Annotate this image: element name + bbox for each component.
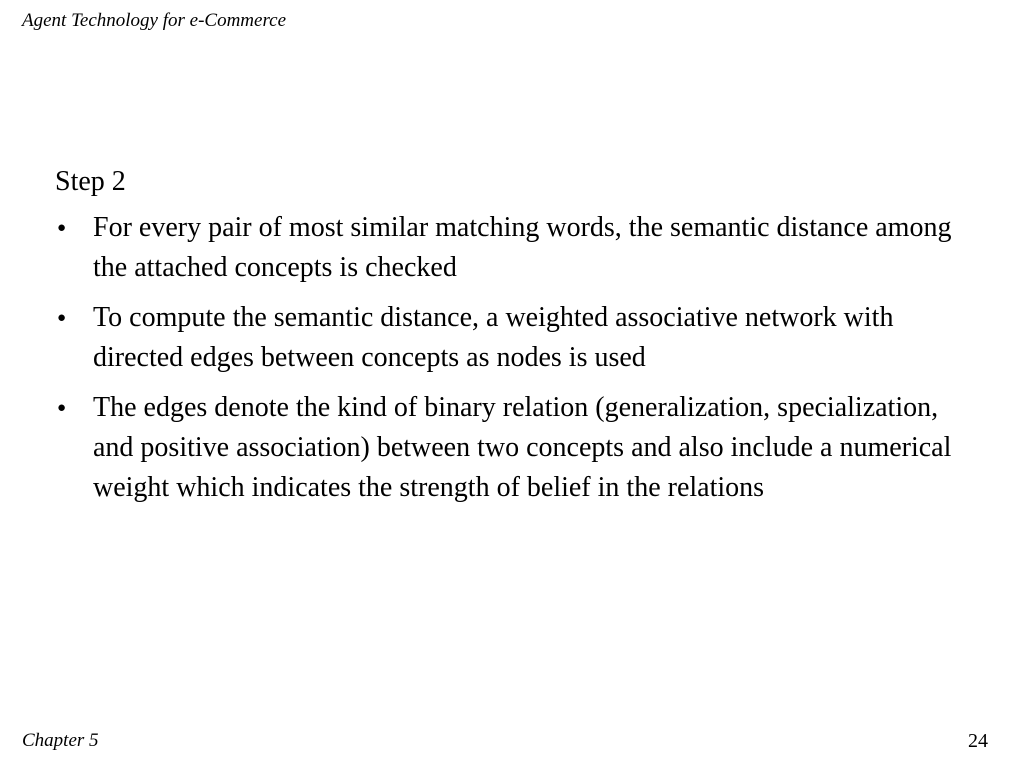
footer-chapter: Chapter 5 (22, 730, 99, 751)
bullet-text: The edges denote the kind of binary relation (generalization, specialization, and positive association) between two concepts and also include a numerical weight which indicates the strength of belief in the relations (93, 392, 952, 503)
footer-page-number: 24 (968, 730, 988, 752)
bullet-item (55, 388, 985, 508)
bullet-dot-icon: ● (57, 220, 67, 236)
bullet-dot-icon: ● (57, 400, 67, 416)
bullet-text: To compute the semantic distance, a weighted associative network with directed edges between concepts as nodes is used (93, 302, 894, 373)
bullet-dot-icon: ● (57, 310, 67, 326)
bullet-text: For every pair of most similar matching words, the semantic distance among the attached concepts is checked (93, 212, 952, 283)
bullet-item (55, 298, 985, 378)
slide-content (55, 163, 985, 518)
step-title: Step 2 (55, 166, 126, 197)
bullet-item (55, 208, 985, 288)
bullet-list (55, 208, 985, 508)
header-title: Agent Technology for e-Commerce (22, 10, 287, 31)
